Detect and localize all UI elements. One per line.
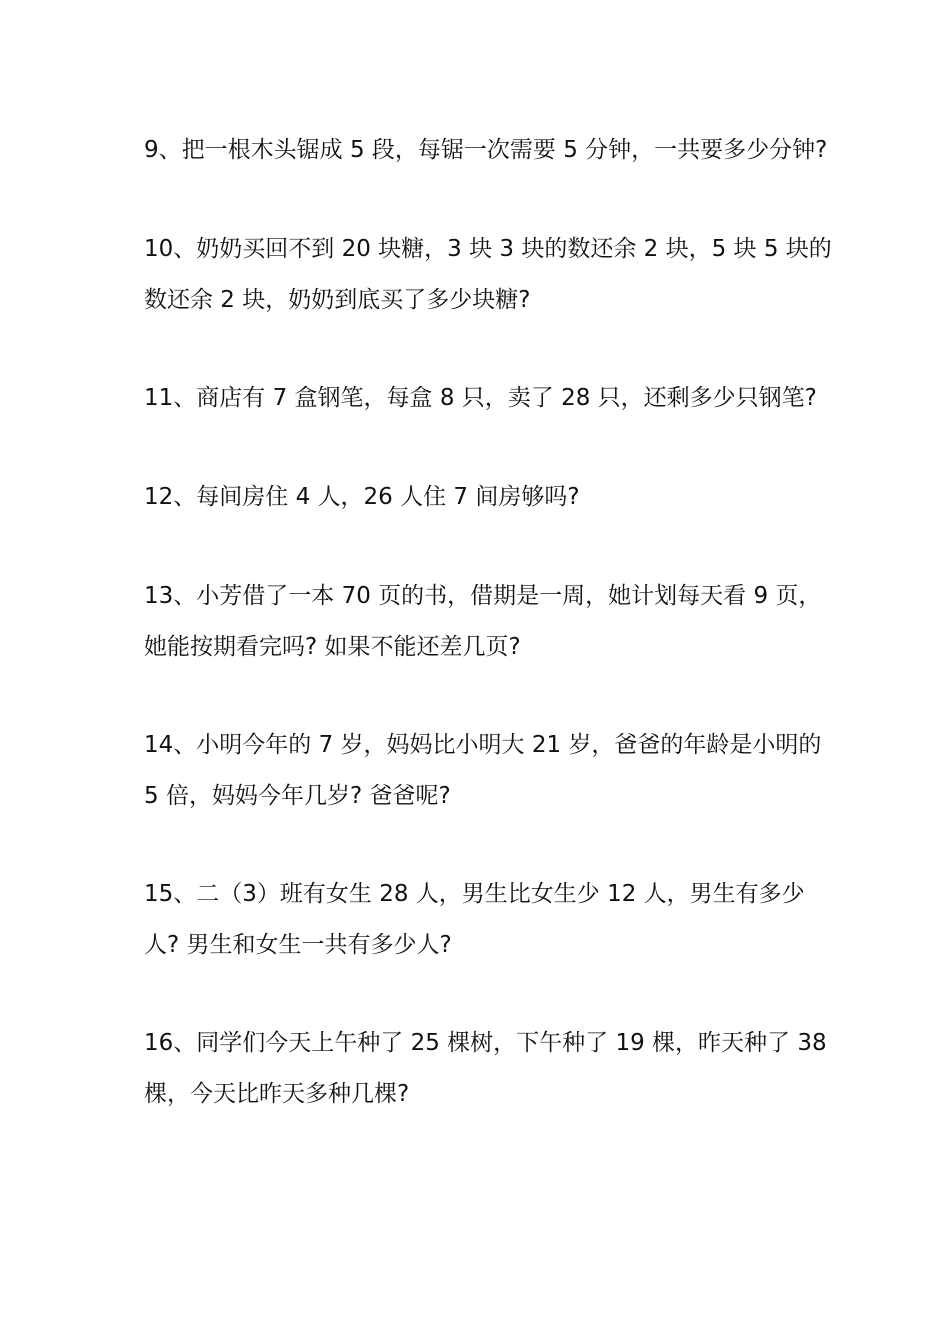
problem-14-line-1: 14、小明今年的 7 岁，妈妈比小明大 21 岁，爸爸的年龄是小明的 <box>144 732 822 758</box>
problem-9-line-1: 9、把一根木头锯成 5 段，每锯一次需要 5 分钟，一共要多少分钟? <box>144 137 828 163</box>
problem-11 <box>144 373 817 424</box>
problem-14-line-2: 5 倍，妈妈今年几岁? 爸爸呢? <box>144 783 451 809</box>
problem-12 <box>144 472 814 523</box>
problem-16 <box>144 1018 827 1120</box>
problem-13-line-2: 她能按期看完吗? 如果不能还差几页? <box>144 634 521 660</box>
problem-15-line-2: 人? 男生和女生一共有多少人? <box>144 932 452 958</box>
problem-13 <box>144 571 822 673</box>
problem-15 <box>144 869 814 971</box>
problem-16-line-2: 棵，今天比昨天多种几棵? <box>144 1081 410 1107</box>
problem-13-line-1: 13、小芳借了一本 70 页的书，借期是一周，她计划每天看 9 页， <box>144 583 822 609</box>
problem-9 <box>144 125 828 176</box>
problem-15-line-1: 15、二（3）班有女生 28 人，男生比女生少 12 人，男生有多少 <box>144 881 805 907</box>
problem-10-line-1: 10、奶奶买回不到 20 块糖，3 块 3 块的数还余 2 块，5 块 5 块的 <box>144 236 832 262</box>
problem-16-line-1: 16、同学们今天上午种了 25 棵树，下午种了 19 棵，昨天种了 38 <box>144 1030 827 1056</box>
problem-10-line-2: 数还余 2 块，奶奶到底买了多少块糖? <box>144 287 531 313</box>
problem-10 <box>144 224 832 326</box>
problem-11-line-1: 11、商店有 7 盒钢笔，每盒 8 只，卖了 28 只，还剩多少只钢笔? <box>144 385 817 411</box>
problem-14 <box>144 720 822 822</box>
problem-12-line-1: 12、每间房住 4 人，26 人住 7 间房够吗? <box>144 484 580 510</box>
